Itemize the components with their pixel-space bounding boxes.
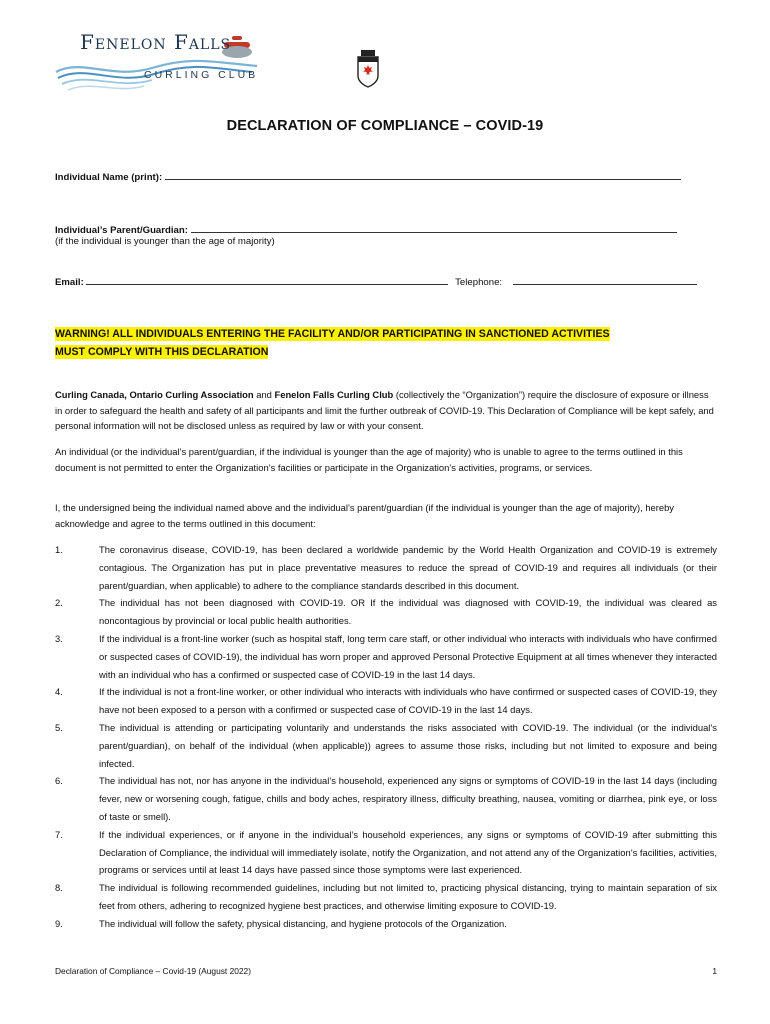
list-item — [55, 826, 717, 879]
intro-rest: (collectively the “Organization”) require the disclosure of exposure or illness in order to safeguard the health and safety of all participants and limit the further outbreak of COVID-19. This Declaration of Compliance will be kept safely, and personal information will not be disclosed unless as required by law or with your consent. — [55, 389, 714, 431]
email-label: Email: — [55, 277, 84, 288]
item-text: If the individual experiences, or if anyone in the individual’s household experiences, any signs or symptoms of COVID-19 after submitting this Declaration of Compliance, the individual will immediately isolate, notify the Organization, and not attend any of the Organization’s facilities, activities, programs or services until at least 14 days have passed since those symptoms were last experienced. — [99, 828, 717, 876]
item-text: The individual is attending or participating voluntarily and understands the risks associated with COVID-19. The individual (or the individual’s parent/guardian), on behalf of the individual (when applicable)) agrees to assume those risks, including but not limited to exposure and being infected. — [99, 721, 717, 769]
item-text: If the individual is a front-line worker (such as hospital staff, long term care staff, or other individual who interacts with individuals who have confirmed or suspected cases of COVID-19), the individual has worn proper and approved Personal Protective Equipment at all times whenever they interacted with an individual who has a confirmed or suspected case of COVID-19 in the last 14 days. — [99, 632, 717, 680]
telephone-label: Telephone: — [455, 277, 503, 288]
item-number: 1. — [55, 544, 63, 555]
warning-banner — [55, 325, 715, 361]
terms-list — [55, 541, 717, 933]
list-item — [55, 879, 717, 915]
page-footer — [55, 966, 717, 976]
logo-subtitle: CURLING CLUB — [144, 69, 259, 81]
email-input[interactable] — [86, 275, 448, 285]
list-item — [55, 719, 717, 772]
email-field-row — [55, 275, 697, 288]
document-title: DECLARATION OF COMPLIANCE – COVID-19 — [226, 118, 544, 134]
item-text: If the individual is not a front-line worker, or other individual who interacts with individuals who have confirmed or suspected cases of COVID-19, they have not been exposed to a person with a confirmed or suspected case of COVID-19 in the last 14 days. — [99, 686, 717, 716]
list-item — [55, 683, 717, 719]
item-text: The individual is following recommended guidelines, including but not limited to, practicing physical distancing, trying to maintain separation of six feet from others, adhering to recognized hygiene best practices, and otherwise limiting exposure to COVID-19. — [99, 882, 717, 911]
item-text: The individual has not, nor has anyone in the individual’s household, experienced any signs or symptoms of COVID-19 in the last 14 days (including fever, new or worsening cough, fatigue, chills and body aches, respiratory illness, difficulty breathing, nausea, vomiting or diarrhea, pink eye, or loss of taste or smell). — [99, 775, 717, 822]
list-item — [55, 772, 717, 825]
footer-label: Declaration of Compliance – Covid-19 (August 2022) — [55, 966, 251, 976]
name-input[interactable] — [165, 170, 681, 180]
warning-line-2: MUST COMPLY WITH THIS DECLARATION — [55, 346, 269, 358]
name-field-row — [55, 170, 681, 183]
paragraph-2: An individual (or the individual’s parent/guardian, if the individual is younger than the age of majority) who is unable to agree to the terms outlined in this document is not permitted to enter the Organization’s facilities or participate in the Organization’s activities, programs, or services. — [55, 446, 683, 473]
item-number: 4. — [55, 686, 63, 698]
item-text: The individual has not been diagnosed with COVID-19. OR If the individual was diagnosed with COVID-19, the individual was cleared as noncontagious by provincial or local public health authorities. — [99, 597, 717, 627]
item-number: 6. — [55, 775, 63, 787]
logo-title: Fenelon Falls — [80, 30, 232, 54]
item-number: 7. — [55, 828, 63, 840]
list-item — [55, 541, 717, 594]
guardian-note: (if the individual is younger than the age of majority) — [55, 236, 275, 247]
canada-shield-crest — [357, 50, 379, 88]
club-logo — [52, 28, 262, 98]
item-number: 3. — [55, 632, 63, 644]
telephone-input[interactable] — [513, 275, 697, 285]
guardian-label: Individual’s Parent/Guardian: — [55, 225, 188, 236]
intro-org-2: Fenelon Falls Curling Club — [274, 389, 394, 400]
name-label: Individual Name (print): — [55, 172, 163, 183]
guardian-field-row — [55, 223, 677, 236]
intro-org-1: Curling Canada, Ontario Curling Association — [55, 389, 254, 400]
list-item — [55, 594, 717, 630]
warning-line-1: WARNING! ALL INDIVIDUALS ENTERING THE FACILITY AND/OR PARTICIPATING IN SANCTIONED ACTIVITIES — [55, 328, 610, 340]
list-item — [55, 630, 717, 683]
paragraph-3: I, the undersigned being the individual named above and the individual’s parent/guardian (if the individual is younger than the age of majority), hereby acknowledge and agree to the terms outlined in this document: — [55, 502, 674, 529]
intro-and: and — [253, 389, 275, 400]
item-number: 9. — [55, 917, 63, 929]
item-text: The individual will follow the safety, physical distancing, and hygiene protocols of the Organization. — [99, 917, 507, 929]
item-number: 8. — [55, 882, 63, 894]
item-text: The coronavirus disease, COVID-19, has been declared a worldwide pandemic by the World Health Organization and COVID-19 is extremely contagious. The Organization has put in place preventative measures to reduce the spread of COVID-19 and requires all individuals (or their parent/guardian, when applicable) to adhere to the compliance standards described in this document. — [99, 544, 717, 591]
item-number: 2. — [55, 597, 63, 609]
intro-paragraph — [55, 387, 715, 434]
page-number: 1 — [712, 966, 717, 976]
list-item — [55, 915, 717, 933]
guardian-input[interactable] — [191, 223, 677, 233]
item-number: 5. — [55, 721, 63, 733]
